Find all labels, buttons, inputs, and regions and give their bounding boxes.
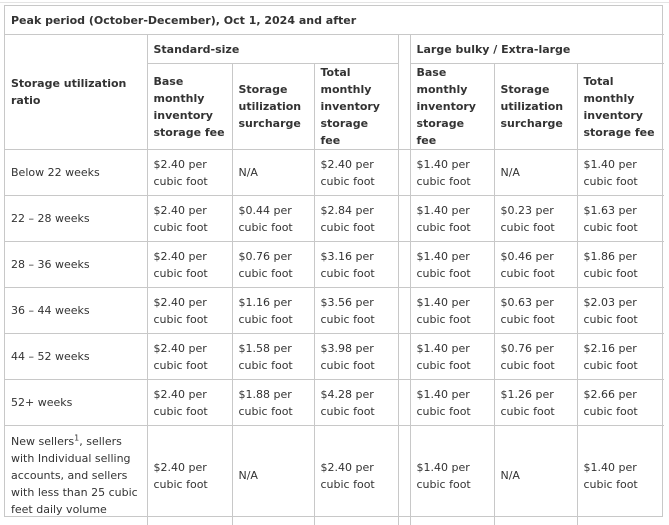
col-header-large-total: Total monthly inventory storage fee [577, 64, 664, 150]
storage-fee-table [5, 6, 664, 525]
col-header-standard-surcharge: Storage utilization surcharge [232, 64, 314, 150]
cell-large-base: $1.40 per cubic foot [410, 288, 494, 334]
cell-large-surcharge: $0.23 per cubic foot [494, 196, 577, 242]
cell-standard-base: $2.40 per cubic foot [147, 380, 232, 426]
cell-standard-base: $2.40 per cubic foot [147, 288, 232, 334]
cell-standard-surcharge: $1.16 per cubic foot [232, 288, 314, 334]
cell-standard-total: $2.40 per cubic foot [314, 426, 398, 525]
table-row [5, 334, 664, 380]
cell-large-total: $2.03 per cubic foot [577, 288, 664, 334]
table-row [5, 242, 664, 288]
group-spacer [398, 242, 410, 288]
row-label: 44 – 52 weeks [5, 334, 147, 380]
top-divider [0, 2, 669, 3]
cell-standard-total: $3.98 per cubic foot [314, 334, 398, 380]
row-label: 36 – 44 weeks [5, 288, 147, 334]
group-spacer [398, 380, 410, 426]
table-title: Peak period (October-December), Oct 1, 2024 and after [5, 6, 664, 35]
cell-standard-surcharge: N/A [232, 150, 314, 196]
cell-standard-surcharge: N/A [232, 426, 314, 525]
cell-large-base: $1.40 per cubic foot [410, 242, 494, 288]
table-row [5, 426, 664, 525]
row-header: Storage utilization ratio [5, 35, 147, 150]
group-spacer [398, 334, 410, 380]
table-row [5, 380, 664, 426]
cell-large-base: $1.40 per cubic foot [410, 150, 494, 196]
cell-standard-base: $2.40 per cubic foot [147, 426, 232, 525]
cell-standard-surcharge: $0.44 per cubic foot [232, 196, 314, 242]
group-spacer [398, 288, 410, 334]
group-spacer [398, 150, 410, 196]
cell-standard-total: $4.28 per cubic foot [314, 380, 398, 426]
cell-large-surcharge: $0.76 per cubic foot [494, 334, 577, 380]
group-header-large: Large bulky / Extra-large [410, 35, 664, 64]
cell-large-total: $1.40 per cubic foot [577, 150, 664, 196]
cell-large-base: $1.40 per cubic foot [410, 380, 494, 426]
cell-large-total: $1.86 per cubic foot [577, 242, 664, 288]
table-row [5, 196, 664, 242]
row-label [5, 426, 147, 525]
cell-standard-total: $2.40 per cubic foot [314, 150, 398, 196]
cell-large-surcharge: N/A [494, 426, 577, 525]
footnote-marker[interactable]: 1 [74, 433, 79, 442]
row-label: Below 22 weeks [5, 150, 147, 196]
row-label: 22 – 28 weeks [5, 196, 147, 242]
cell-standard-base: $2.40 per cubic foot [147, 196, 232, 242]
cell-standard-total: $2.84 per cubic foot [314, 196, 398, 242]
cell-large-total: $1.63 per cubic foot [577, 196, 664, 242]
cell-standard-base: $2.40 per cubic foot [147, 334, 232, 380]
cell-standard-base: $2.40 per cubic foot [147, 242, 232, 288]
cell-large-surcharge: $0.46 per cubic foot [494, 242, 577, 288]
col-header-standard-base: Base monthly inventory storage fee [147, 64, 232, 150]
cell-large-surcharge: $1.26 per cubic foot [494, 380, 577, 426]
cell-large-base: $1.40 per cubic foot [410, 196, 494, 242]
cell-large-total: $2.66 per cubic foot [577, 380, 664, 426]
fee-table-container [4, 5, 663, 517]
row-label: 28 – 36 weeks [5, 242, 147, 288]
table-row [5, 150, 664, 196]
table-row [5, 288, 664, 334]
cell-standard-base: $2.40 per cubic foot [147, 150, 232, 196]
row-label: 52+ weeks [5, 380, 147, 426]
row-label-text: New sellers [11, 435, 74, 448]
cell-large-surcharge: N/A [494, 150, 577, 196]
cell-standard-total: $3.16 per cubic foot [314, 242, 398, 288]
group-spacer [398, 426, 410, 525]
cell-large-base: $1.40 per cubic foot [410, 426, 494, 525]
group-header-standard: Standard-size [147, 35, 398, 64]
col-header-standard-total: Total monthly inventory storage fee [314, 64, 398, 150]
cell-large-total: $1.40 per cubic foot [577, 426, 664, 525]
cell-large-surcharge: $0.63 per cubic foot [494, 288, 577, 334]
cell-large-base: $1.40 per cubic foot [410, 334, 494, 380]
cell-standard-surcharge: $0.76 per cubic foot [232, 242, 314, 288]
cell-standard-total: $3.56 per cubic foot [314, 288, 398, 334]
cell-large-total: $2.16 per cubic foot [577, 334, 664, 380]
col-header-large-surcharge: Storage utilization surcharge [494, 64, 577, 150]
group-spacer [398, 35, 410, 150]
cell-standard-surcharge: $1.58 per cubic foot [232, 334, 314, 380]
col-header-large-base: Base monthly inventory storage fee [410, 64, 494, 150]
row-label-text-rest: , sellers with Individual selling accounts, and sellers with less than 25 cubic feet daily volume [11, 435, 138, 516]
group-spacer [398, 196, 410, 242]
cell-standard-surcharge: $1.88 per cubic foot [232, 380, 314, 426]
